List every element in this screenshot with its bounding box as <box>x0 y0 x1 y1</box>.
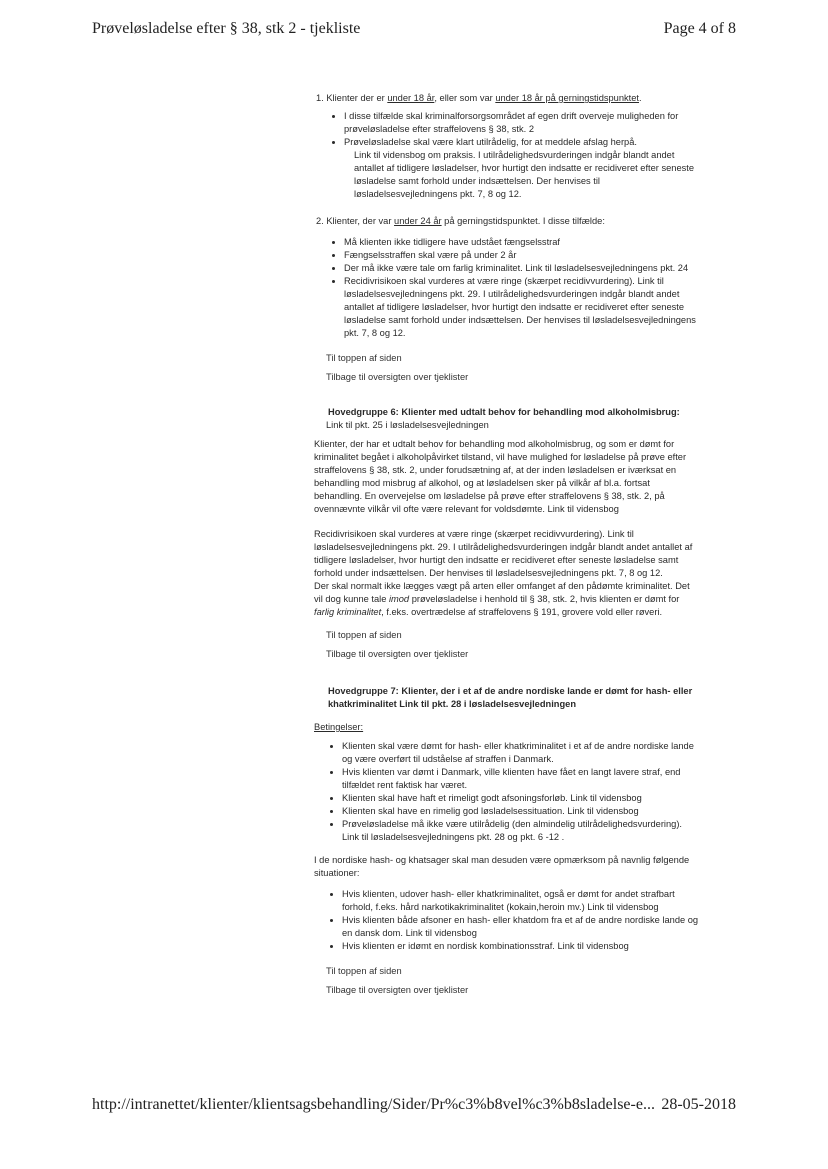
list-item: • Prøveløsladelse skal være klart utilrådelig, for at meddele afslag herpå. <box>344 136 699 149</box>
group-6-crime-paragraph: Der skal normalt ikke lægges vægt på arten eller omfanget af den pådømte kriminalitet. Det vil dog kunne tale imod prøveløsladelse i henhold til § 38, stk. 2, hvis klienten er dømt for farlig kriminalitet, f.eks. overtrædelse af straffelovens § 191, grovere vold eller røveri. <box>314 581 690 617</box>
back-to-overview-link[interactable]: Tilbage til oversigten over tjeklister <box>326 985 469 995</box>
back-to-top-link[interactable]: Til toppen af siden <box>326 353 402 363</box>
print-header-page-number: Page 4 of 8 <box>663 20 736 37</box>
list-item: • Hvis klienten var dømt i Danmark, ville klienten have fået en langt lavere straf, end tilfældet rent faktisk har været. <box>342 766 699 792</box>
group-6-link[interactable]: Link til pkt. 25 i løsladelsesvejledningen <box>326 420 489 430</box>
item-2-heading: 2. Klienter, der var under 24 år på gerningstidspunktet. I disse tilfælde: <box>316 216 605 226</box>
print-header-title: Prøveløsladelse efter § 38, stk 2 - tjekliste <box>92 20 361 37</box>
document-content <box>314 92 699 997</box>
link-under-24[interactable]: under 24 år <box>394 216 442 226</box>
situations-paragraph: I de nordiske hash- og khatsager skal man desuden være opmærksom på navnlig følgende situationer: <box>314 855 690 878</box>
list-item: • Må klienten ikke tidligere have udstået fængselsstraf <box>344 236 699 249</box>
list-item: • Klienten skal have en rimelig god løsladelsessituation. Link til vidensbog <box>342 805 699 818</box>
list-item: • Klienten skal have haft et rimeligt godt afsoningsforløb. Link til vidensbog <box>342 792 699 805</box>
list-item: • I disse tilfælde skal kriminalforsorgsområdet af egen drift overveje muligheden for prøveløsladelse efter straffelovens § 38, stk. 2 <box>344 110 699 136</box>
print-footer-url: http://intranettet/klienter/klientsagsbehandling/Sider/Pr%c3%b8vel%c3%b8sladelse-e... <box>92 1096 655 1113</box>
group-6-recidiv-paragraph: Recidivrisikoen skal vurderes at være ringe (skærpet recidivvurdering). Link til løsladelsesvejledningens pkt. 29. I utilrådelighedsvurderingen indgår blandt andet antallet af tidligere løsladelser, hvor hurtigt den indsatte er recidiveret efter seneste løsladelse samt forhold under indsættelsen. Der henvises til løsladelsesvejledningens pkt. 7, 8 og 12. <box>314 529 693 578</box>
item-under-24 <box>316 215 699 340</box>
list-item: • Hvis klienten både afsoner en hash- eller khatdom fra et af de andre nordiske lande og en dansk dom. Link til vidensbog <box>342 914 699 940</box>
link-under-18[interactable]: under 18 år <box>387 93 435 103</box>
item-under-18 <box>316 92 699 201</box>
list-item: • Hvis klienten er idømt en nordisk kombinationsstraf. Link til vidensbog <box>342 940 699 953</box>
list-item: • Recidivrisikoen skal vurderes at være ringe (skærpet recidivvurdering). Link til løsladelsesvejledningens pkt. 29. I utilrådelighedsvurderingen indgår blandt andet antallet af tidligere løsladelser, hvor hurtigt den indsatte er recidiveret efter seneste løsladelse samt forhold under indsættelsen. Der henvises til løsladelsesvejledningens pkt. 7, 8 og 12. <box>344 275 699 340</box>
link-under-18-at-offence[interactable]: under 18 år på gerningstidspunktet <box>495 93 640 103</box>
group-6-heading: Hovedgruppe 6: Klienter med udtalt behov for behandling mod alkoholmisbrug: <box>328 407 680 417</box>
list-item: • Fængselsstraffen skal være på under 2 år <box>344 249 699 262</box>
group-6-paragraph: Klienter, der har et udtalt behov for behandling mod alkoholmisbrug, og som er dømt for kriminalitet begået i alkoholpåvirket tilstand, vil have mulighed for løsladelse på prøve efter straffelovens § 38, stk. 2, under forudsætning af, at der inden løsladelsen er iværksat en behandling mod misbrug af alkohol, og at løsladelsen sker på vilkår af bl.a. fortsat behandling. En overvejelse om løsladelse på prøve efter straffelovens § 38, stk. 2, på ovennævnte vilkår vil ofte være relevant for voldsdømte. Link til vidensbog <box>314 439 687 514</box>
list-item: • Hvis klienten, udover hash- eller khatkriminalitet, også er dømt for andet strafbart forhold, f.eks. hård narkotikakriminalitet (kokain,heroin mv.) Link til vidensbog <box>342 888 699 914</box>
item-1-heading: 1. Klienter der er under 18 år, eller som var under 18 år på gerningstidspunktet. <box>316 93 642 103</box>
item-1-continuation: Link til vidensbog om praksis. I utilrådelighedsvurderingen indgår blandt andet antallet af tidligere løsladelser, hvor hurtigt den indsatte er recidiveret efter seneste løsladelse samt forhold under indsættelsen. Der henvises til løsladelsesvejledningens pkt. 7, 8 og 12. <box>354 150 695 199</box>
back-to-overview-link[interactable]: Tilbage til oversigten over tjeklister <box>326 649 469 659</box>
list-item: • Der må ikke være tale om farlig kriminalitet. Link til løsladelsesvejledningens pkt. 24 <box>344 262 699 275</box>
list-item: • Prøveløsladelse må ikke være utilrådelig (den almindelig utilrådelighedsvurdering). Link til løsladelsesvejledningens pkt. 28 og pkt. 6 -12 . <box>342 818 699 844</box>
back-to-top-link[interactable]: Til toppen af siden <box>326 966 402 976</box>
group-7-heading: Hovedgruppe 7: Klienter, der i et af de andre nordiske lande er dømt for hash- eller khatkriminalitet Link til pkt. 28 i løsladelsesvejledningen <box>328 686 693 709</box>
back-to-top-link[interactable]: Til toppen af siden <box>326 630 402 640</box>
print-footer-date: 28-05-2018 <box>661 1096 736 1113</box>
back-to-overview-link[interactable]: Tilbage til oversigten over tjeklister <box>326 372 469 382</box>
group-7-section <box>314 685 699 953</box>
conditions-label: Betingelser: <box>314 722 364 732</box>
list-item: • Klienten skal være dømt for hash- eller khatkriminalitet i et af de andre nordiske lande og være overført til udståelse af straffen i Danmark. <box>342 740 699 766</box>
group-6-section <box>314 406 699 619</box>
